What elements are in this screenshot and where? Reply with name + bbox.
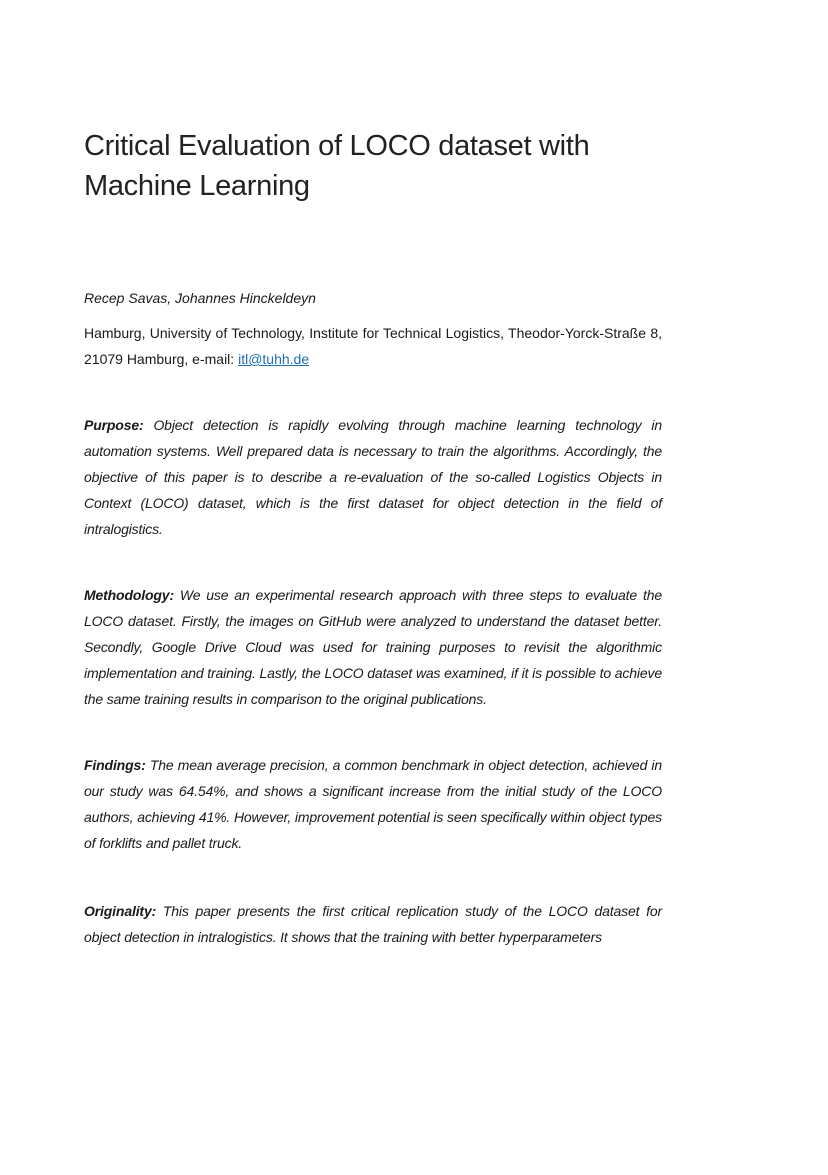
- findings-label: Findings:: [84, 757, 146, 773]
- methodology-text: We use an experimental research approach with three steps to evaluate the LOCO dataset. Firstly, the images on GitHub were analyzed to understand the dataset better. Secondly, Google Drive Cloud was used for training purposes to revisit the algorithmic implementation and training. Lastly, the LOCO dataset was examined, if it is possible to achieve the same training results in comparison to the original publications.: [84, 587, 662, 707]
- purpose-text: Object detection is rapidly evolving through machine learning technology in automation systems. Well prepared data is necessary to train the algorithms. Accordingly, the objective of this paper is to describe a re-evaluation of the so-called Logistics Objects in Context (LOCO) dataset, which is the first dataset for object detection in the field of intralogistics.: [84, 417, 662, 537]
- paper-affiliation: [84, 320, 662, 372]
- methodology-label: Methodology:: [84, 587, 174, 603]
- findings-text: The mean average precision, a common benchmark in object detection, achieved in our study was 64.54%, and shows a significant increase from the initial study of the LOCO authors, achieving 41%. However, improvement potential is seen specifically within object types of forklifts and pallet truck.: [84, 757, 662, 851]
- abstract-originality: [84, 898, 662, 950]
- affiliation-text: Hamburg, University of Technology, Institute for Technical Logistics, Theodor-Yorck-Straße 8, 21079 Hamburg, e-mail:: [84, 325, 662, 367]
- abstract-methodology: [84, 582, 662, 712]
- originality-text: This paper presents the first critical replication study of the LOCO dataset for object detection in intralogistics. It shows that the training with better hyperparameters: [84, 903, 662, 945]
- email-link[interactable]: itl@tuhh.de: [238, 351, 310, 367]
- abstract-purpose: [84, 412, 662, 542]
- originality-label: Originality:: [84, 903, 157, 919]
- paper-authors: Recep Savas, Johannes Hinckeldeyn: [84, 290, 316, 306]
- purpose-label: Purpose:: [84, 417, 144, 433]
- abstract-findings: [84, 752, 662, 856]
- paper-title: Critical Evaluation of LOCO dataset with Machine Learning: [84, 130, 590, 202]
